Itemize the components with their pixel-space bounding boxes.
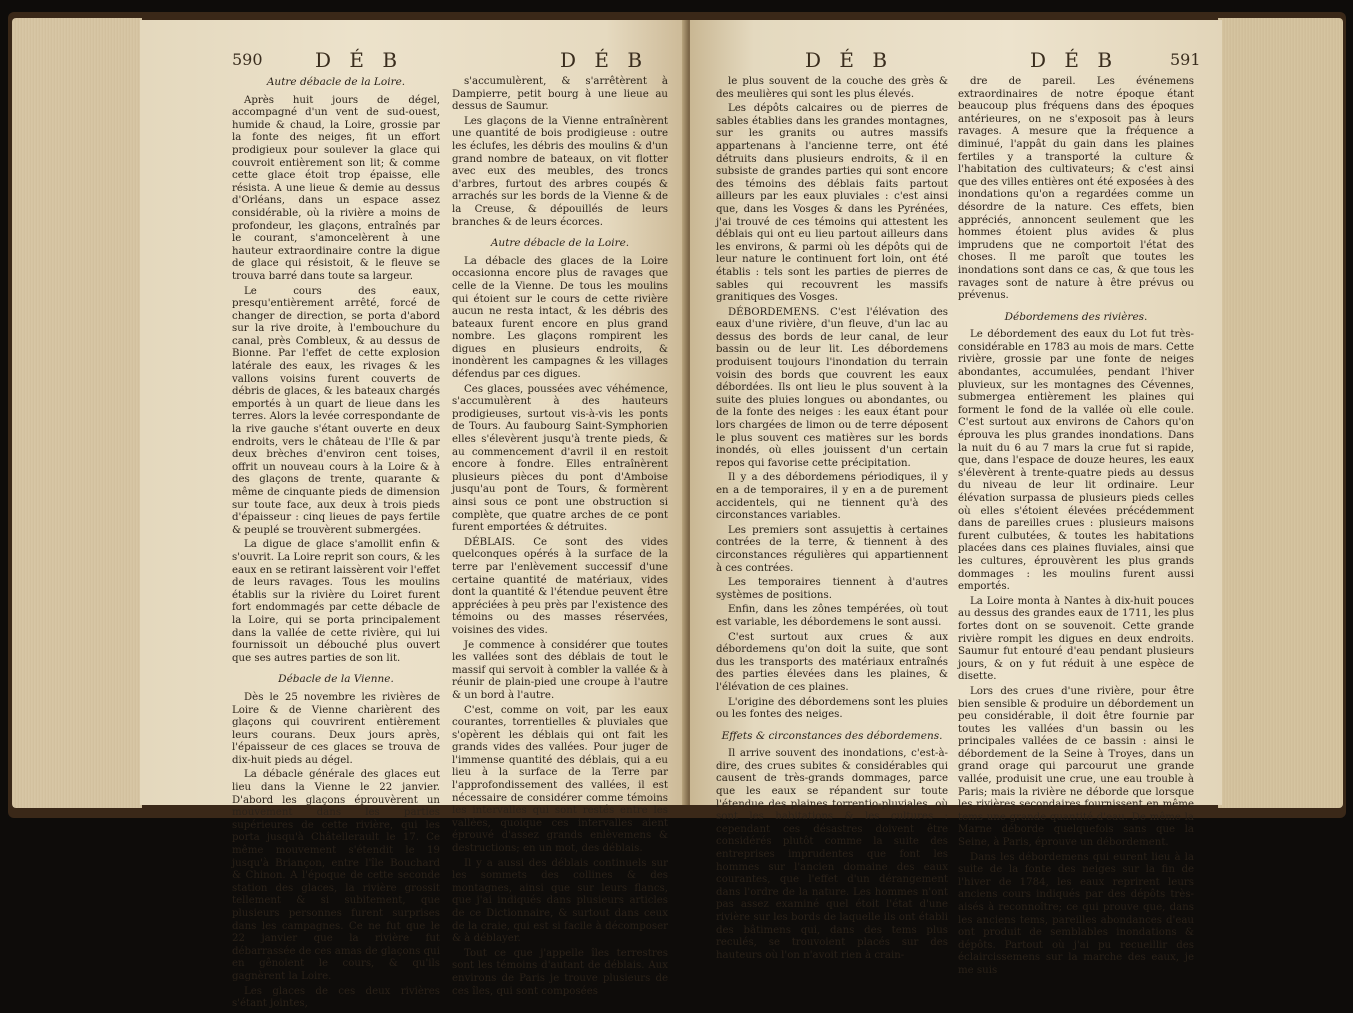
paragraph: Il arrive souvent des inondations, c'est-à-dire, des crues subites & considérables qui causent de très-grands dommages, parce que les eaux se répandent sur toute l'étendue des plaines torrentio-pluviales, où sont les habitations & les cultures : cependant ces désastres doivent être considérés plutôt comme la suite des entreprises imprudentes que font les hommes sur l'ancien domaine des eaux courantes, que l'effet d'un dérangement dans l'ordre de la nature. Les hommes n'ont pas assez examiné quel étoit l'état d'une rivière sur les bords de laquelle ils ont établi des bâtimens qui, dans des tems plus reculés, se trouvoient placés sur des hauteurs où l'on n'avoit rien à crain- xyxy=(716,748,948,961)
right-page xyxy=(690,20,1222,976)
paragraph: Le débordement des eaux du Lot fut très-considérable en 1783 au mois de mars. Cette rivière, grossie par une fonte de neiges abondantes, accumulées, pendant l'hiver pluvieux, sur les montagnes des Cévennes, submergea entièrement les plaines qui forment le fond de la vallée où elle coule. C'est surtout aux environs de Cahors qu'on éprouva les plus grandes inondations. Dans la nuit du 6 au 7 mars la crue fut si rapide, que, dans l'espace de douze heures, les eaux s'élevèrent à trente-quatre pieds au dessus du niveau de leur lit ordinaire. Leur élévation surpassa de plusieurs pieds celles où elles s'étoient élevées précédemment dans de pareilles crues : plusieurs maisons furent culbutées, & toutes les habitations placées dans ces plaines fluviales, ainsi que les cultures, éprouvèrent les plus grands dommages : les moulins furent aussi emportés. xyxy=(958,329,1194,593)
paragraph: La Loire monta à Nantes à dix-huit pouces au dessus des grandes eaux de 1711, les plus fortes dont on se souvenoit. Cette grande rivière rompit les digues en deux endroits. Saumur fut entouré d'eau pendant plusieurs jours, & on y fut réduit à une espèce de disette. xyxy=(958,595,1194,683)
paragraph: Il y a aussi des déblais continuels sur les sommets des collines & des montagnes, ainsi que sur leurs flancs, que j'ai indiqués dans plusieurs articles de ce Dictionnaire, & surtout dans ceux de la craie, qui est si facile à décomposer & à déblayer. xyxy=(452,857,668,945)
paragraph: Il y a des débordemens périodiques, il y en a de temporaires, il y en a de purement accidentels, qui ne tiennent qu'à des circonstances variables. xyxy=(716,472,948,522)
paragraph: Je commence à considérer que toutes les vallées sont des déblais de tout le massif qui servoit à combler la vallée & à réunir de plain-pied une croupe à l'autre & un bord à l'autre. xyxy=(452,639,668,701)
running-header-left-2: D É B xyxy=(560,48,649,72)
page-number: 591 xyxy=(1170,50,1201,69)
right-page-edges xyxy=(1218,18,1343,808)
paragraph: Les glaçons de la Vienne entraînèrent une quantité de bois prodigieuse : outre les éclufes, les débris des moulins & d'un grand nombre de bateaux, on vit flotter avec eux des meubles, des troncs d'arbres, furtout des arbres coupés & arrachés sur les bords de la Vienne & de la Creuse, & dépouillés de leurs branches & de leurs écorces. xyxy=(452,115,668,228)
paragraph: Lors des crues d'une rivière, pour être bien sensible & produire un débordement un peu considérable, il doit être fournie par toutes les vallées d'un bassin ou les principales vallées de ce bassin : ainsi le débordement de la Seine à Troyes, dans un grand orage qui parcourut une grande vallée, produisit une crue, une eau trouble à Paris; mais la rivière ne déborde que lorsque les rivières secondaires fournissent en même tems une grande quantité d'eau. De même la Marne déborde quelquefois sans que la Seine, à Paris, éprouve un débordement. xyxy=(958,685,1194,849)
paragraph: Les dépôts calcaires ou de pierres de sables établies dans les grandes montagnes, sur les granits ou autres massifs appartenans à l'ancienne terre, ont été détruits dans plusieurs endroits, & il en subsiste de grandes parties qui sont encore des témoins des déblais faits partout ailleurs par les eaux pluviales : c'est ainsi que, dans les Vosges & dans les Pyrénées, j'ai trouvé de ces témoins qui attestent les déblais qui ont eu lieu partout ailleurs dans les environs, & parmi où les dépôts qui de leur nature le continuent fort loin, ont été établis : tels sont les parties de pierres de sables qui recouvrent les massifs granitiques des Vosges. xyxy=(716,103,948,304)
paragraph: La digue de glace s'amollit enfin & s'ouvrit. La Loire reprit son cours, & les eaux en se retirant laissèrent voir l'effet de leurs ravages. Tous les moulins établis sur la rivière du Loiret furent fort endommagés par cette débacle de la Loire, qui se porta principalement dans la vallée de cette rivière, qui lui fournissoit un débouché plus ouvert que ses autres parties de son lit. xyxy=(232,539,440,664)
paragraph: Le cours des eaux, presqu'entièrement arrêté, forcé de changer de direction, se porta d'abord sur la rive droite, à l'embouchure du canal, près Combleux, & au dessus de Bionne. Par l'effet de cette explosion latérale des eaux, les rivages & les vallons voisins furent couverts de débris de glaces, & les bateaux chargés emportés à un quart de lieue dans les terres. Alors la levée correspondante de la rive gauche s'étant ouverte en deux endroits, vers le château de l'Ile & par deux brèches d'environ cent toises, offrit un nouveau cours à la Loire & à des glaçons de trente, quarante & même de cinquante pieds de dimension sur toute face, aux deux à trois pieds d'épaisseur : cinq lieues de pays fertile & peuplé se trouvèrent submergées. xyxy=(232,285,440,536)
section-heading: Débordemens des rivières. xyxy=(1004,310,1148,323)
running-header-right-2: D É B xyxy=(1030,48,1119,72)
paragraph: DÉBORDEMENS. C'est l'élévation des eaux d'une rivière, d'un fleuve, d'un lac au dessus des bords de leur canal, de leur bassin ou de leur lit. Les débordemens produisent toujours l'inondation du terrain voisin des bords que couvrent les eaux débordées. Ils ont lieu le plus souvent à la suite des pluies longues ou abondantes, ou de la fonte des neiges : les eaux étant pour lors chargées de limon ou de terre déposent le plus souvent ces matières sur les bords inondés, où elles jouissent d'un certain repos qui favorise cette précipitation. xyxy=(716,306,948,469)
paragraph: Les temporaires tiennent à d'autres systèmes de positions. xyxy=(716,577,948,601)
paragraph: Enfin, dans les zônes tempérées, où tout est variable, les débordemens le sont aussi. xyxy=(716,604,948,628)
section-heading: Autre débacle de la Loire. xyxy=(266,76,406,88)
section-heading: Effets & circonstances des débordemens. xyxy=(721,729,943,742)
paragraph: le plus souvent de la couche des grès & des meulières qui sont les plus élevés. xyxy=(716,76,948,100)
paragraph: s'accumulèrent, & s'arrêtèrent à Dampierre, petit bourg à une lieue au dessus de Saumur. xyxy=(452,76,668,113)
paragraph: La débacle des glaces de la Loire occasionna encore plus de ravages que celle de la Vienne. De tous les moulins qui étoient sur le cours de cette rivière aucun ne resta intact, & les débris des bateaux furent encore en plus grand nombre. Les glaçons rompirent les digues en plusieurs endroits, & inondèrent les campagnes & les villages défendus par ces digues. xyxy=(452,255,668,381)
running-header-right: D É B xyxy=(805,48,894,72)
paragraph: DÉBLAIS. Ce sont des vides quelconques opérés à la surface de la terre par l'enlèvement successif d'une certaine quantité de matériaux, vides dont la quantité & l'étendue peuvent être appréciées à peu près par l'existence des témoins ou des masses réservées, voisines des vides. xyxy=(452,536,668,636)
left-column-1 xyxy=(232,76,440,1013)
paragraph: Ces glaces, poussées avec véhémence, s'accumulèrent à des hauteurs prodigieuses, surtout vis-à-vis les ponts de Tours. Au faubourg Saint-Symphorien elles s'élevèrent jusqu'à trente pieds, & au commencement d'avril il en restoit encore à fondre. Elles entraînèrent plusieurs pièces du pont d'Amboise jusqu'au pont de Tours, & formèrent ainsi sous ce pont une obstruction si complète, que quatre arches de ce pont furent emportées & détruites. xyxy=(452,383,668,534)
paragraph: dre de pareil. Les événemens extraordinaires de notre époque étant beaucoup plus fréquens dans des époques antérieures, on ne s'exposoit pas à leurs ravages. A mesure que la fréquence a diminué, l'appât du gain dans les plaines fertiles y a transporté la culture & l'habitation des cultivateurs; & c'est ainsi que des villes entières ont été exposées à des inondations qu'on a regardées comme un désordre de la nature. Ces effets, bien appréciés, annoncent seulement que les hommes étoient plus avides & plus imprudens que ne comportoit l'état des choses. Il me paroît que toutes les inondations sont dans ce cas, & que tous les ravages sont de nature à être prévus ou prévenus. xyxy=(958,76,1194,302)
paragraph: L'origine des débordemens sont les pluies ou les fontes des neiges. xyxy=(716,696,948,721)
paragraph: Tout ce que j'appelle îles terrestres sont les témoins d'autant de déblais. Aux environs de Paris je trouve plusieurs de ces îles, qui sont composées xyxy=(452,947,668,997)
paragraph: C'est surtout aux crues & aux débordemens qu'on doit la suite, que sont dus les transports des matériaux entraînés des parties élevées dans les plaines, & l'élévation de ces plaines. xyxy=(716,631,948,693)
paragraph: Après huit jours de dégel, accompagné d'un vent de sud-ouest, humide & chaud, la Loire, grossie par la fonte des neiges, fit un effort prodigieux pour soulever la glace qui couvroit entièrement son lit; & comme cette glace étoit trop épaisse, elle résista. A une lieue & demie au dessus d'Orléans, dans un espace assez considérable, où la rivière a moins de profondeur, les glaçons, entraînés par le courant, s'amoncelèrent à une hauteur extraordinaire contre la digue de glace qui résistoit, & le fleuve se trouva barré dans toute sa largeur. xyxy=(232,94,440,282)
right-column-1 xyxy=(716,76,948,964)
paragraph: C'est, comme on voit, par les eaux courantes, torrentielles & pluviales que s'opèrent les déblais qui ont fait les grands vides des vallées. Pour juger de l'immense quantité des déblais, qui a eu lieu à la surface de la Terre par l'approfondissement des vallées, il est nécessaire de considérer comme témoins les intervalles qui sont restés entre les vallées, quoique ces intervalles aient éprouvé d'assez grands enlèvemens & destructions; en un mot, des déblais. xyxy=(452,704,668,855)
page-number: 590 xyxy=(232,50,263,69)
paragraph: Dès le 25 novembre les rivières de Loire & de Vienne charièrent des glaçons qui couvrirent entièrement leurs courans. Deux jours après, l'épaisseur de ces glaces se trouva de dix-huit pieds au dégel. xyxy=(232,691,440,766)
paragraph: Les premiers sont assujettis à certaines contrées de la terre, & tiennent à des circonstances régulières qui appartiennent à ces contrées. xyxy=(716,524,948,574)
paragraph: Les glaces de ces deux rivières s'étant jointes, xyxy=(232,985,440,1010)
paragraph: Dans les débordemens qui eurent lieu à la suite de la fonte des neiges sur la fin de l'hiver de 1784, les eaux reprirent leurs anciens cours indiqués par des dépôts très-aisés à reconnoître; ce qui prouve que, dans les anciens tems, pareilles abondances d'eau ont produit de semblables inondations & dépôts. Partout où j'ai pu recueillir des éclaircissemens sur la marche des eaux, je me suis xyxy=(958,851,1194,976)
left-page-edges xyxy=(12,18,142,808)
left-page xyxy=(140,20,688,1010)
section-heading: Autre débacle de la Loire. xyxy=(490,237,630,250)
right-column-2 xyxy=(958,76,1194,980)
paragraph: La débacle générale des glaces eut lieu dans la Vienne le 22 janvier. D'abord les glaçons éprouvèrent un mouvement dans les parties supérieures de cette rivière, qui les porta jusqu'à Châtellerault le 17. Ce même mouvement s'étendit le 19 jusqu'à Briançon, entre l'île Bouchard & Chinon. A l'époque de cette seconde station des glaces, la rivière grossit tellement & si subitement, que plusieurs personnes furent surprises dans les campagnes. Ce ne fut que le 22 janvier que la rivière fut débarrassée de ces amas de glaçons qui en gênoient le cours, & qu'ils gagnèrent la Loire. xyxy=(232,769,440,982)
running-header-left: D É B xyxy=(315,48,404,72)
left-column-2 xyxy=(452,76,668,1000)
section-heading: Débacle de la Vienne. xyxy=(278,673,394,686)
